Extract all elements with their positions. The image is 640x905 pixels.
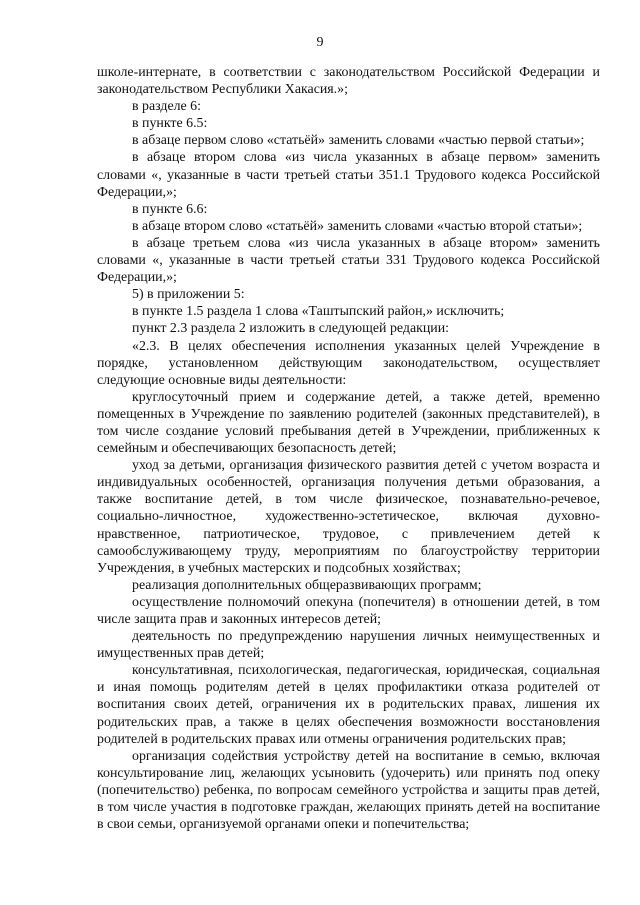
paragraph: пункт 2.3 раздела 2 изложить в следующей редакции: [132, 321, 450, 337]
paragraph: в абзаце третьем слова «из числа указанных в абзаце втором» заменить словами «, указанные в части третьей статьи 331 Трудового кодекса Российской Федерации,»; [97, 235, 600, 286]
paragraph: в разделе 6: [132, 99, 201, 115]
paragraph: в пункте 6.6: [132, 201, 208, 217]
paragraph: осуществление полномочий опекуна (попечителя) в отношении детей, в том числе защита прав и законных интересов детей; [97, 594, 600, 627]
paragraph: в абзаце втором слово «статьёй» заменить словами «частью второй статьи»; [132, 218, 583, 234]
paragraph: организация содействия устройству детей на воспитание в семью, включая консультирование лиц, желающих усыновить (удочерить) или принять под опеку (попечительство) ребенка, по вопросам семейного устройства и защиты прав детей, в том числе участия в подготовке граждан, желающих принять детей на воспитание в свои семьи, организуемой органами опеки и попечительства; [97, 748, 600, 833]
page-number: 9 [316, 35, 324, 50]
paragraph: школе-интернате, в соответствии с законодательством Российской Федерации и законодательством Республики Хакасия.»; [97, 65, 600, 98]
paragraph: круглосуточный прием и содержание детей, а также детей, временно помещенных в Учреждение по заявлению родителей (законных представителей), в том числе создание условий пребывания детей в Учреждении, приближенных к семейным и обеспечивающих безопасность детей; [97, 389, 600, 457]
paragraph: 5) в приложении 5: [132, 287, 245, 303]
paragraph: в пункте 1.5 раздела 1 слова «Таштыпский район,» исключить; [132, 304, 505, 320]
paragraph: реализация дополнительных общеразвивающих программ; [132, 577, 482, 593]
paragraph: в абзаце втором слова «из числа указанных в абзаце первом» заменить словами «, указанные в части третьей статьи 351.1 Трудового кодекса Российской Федерации,»; [97, 150, 600, 200]
document-body [97, 64, 600, 833]
paragraph: деятельность по предупреждению нарушения личных неимущественных и имущественных прав детей; [97, 629, 600, 662]
paragraph: «2.3. В целях обеспечения исполнения указанных целей Учреждение в порядке, установленном действующим законодательством, осуществляет следующие основные виды деятельности: [97, 338, 600, 388]
paragraph: в пункте 6.5: [132, 116, 208, 132]
paragraph: в абзаце первом слово «статьёй» заменить словами «частью первой статьи»; [132, 133, 585, 149]
paragraph: уход за детьми, организация физического развития детей с учетом возраста и индивидуальных особенностей, организация получения детьми образования, а также воспитание детей, в том числе физическое, познавательно-речевое, социально-личностное, художественно-эстетическое, включая духовно-нравственное, патриотическое, трудовое, с привлечением детей к самообслуживающему труду, мероприятиям по благоустройству территории Учреждения, в учебных мастерских и подсобных хозяйствах; [97, 458, 600, 576]
paragraph: консультативная, психологическая, педагогическая, юридическая, социальная и иная помощь родителям детей в целях профилактики отказа родителей от воспитания своих детей, ограничения их в родительских правах, лишения их родительских прав, а также в целях обеспечения возможности восстановления родителей в родительских правах или отмены ограничения родительских прав; [97, 663, 600, 747]
